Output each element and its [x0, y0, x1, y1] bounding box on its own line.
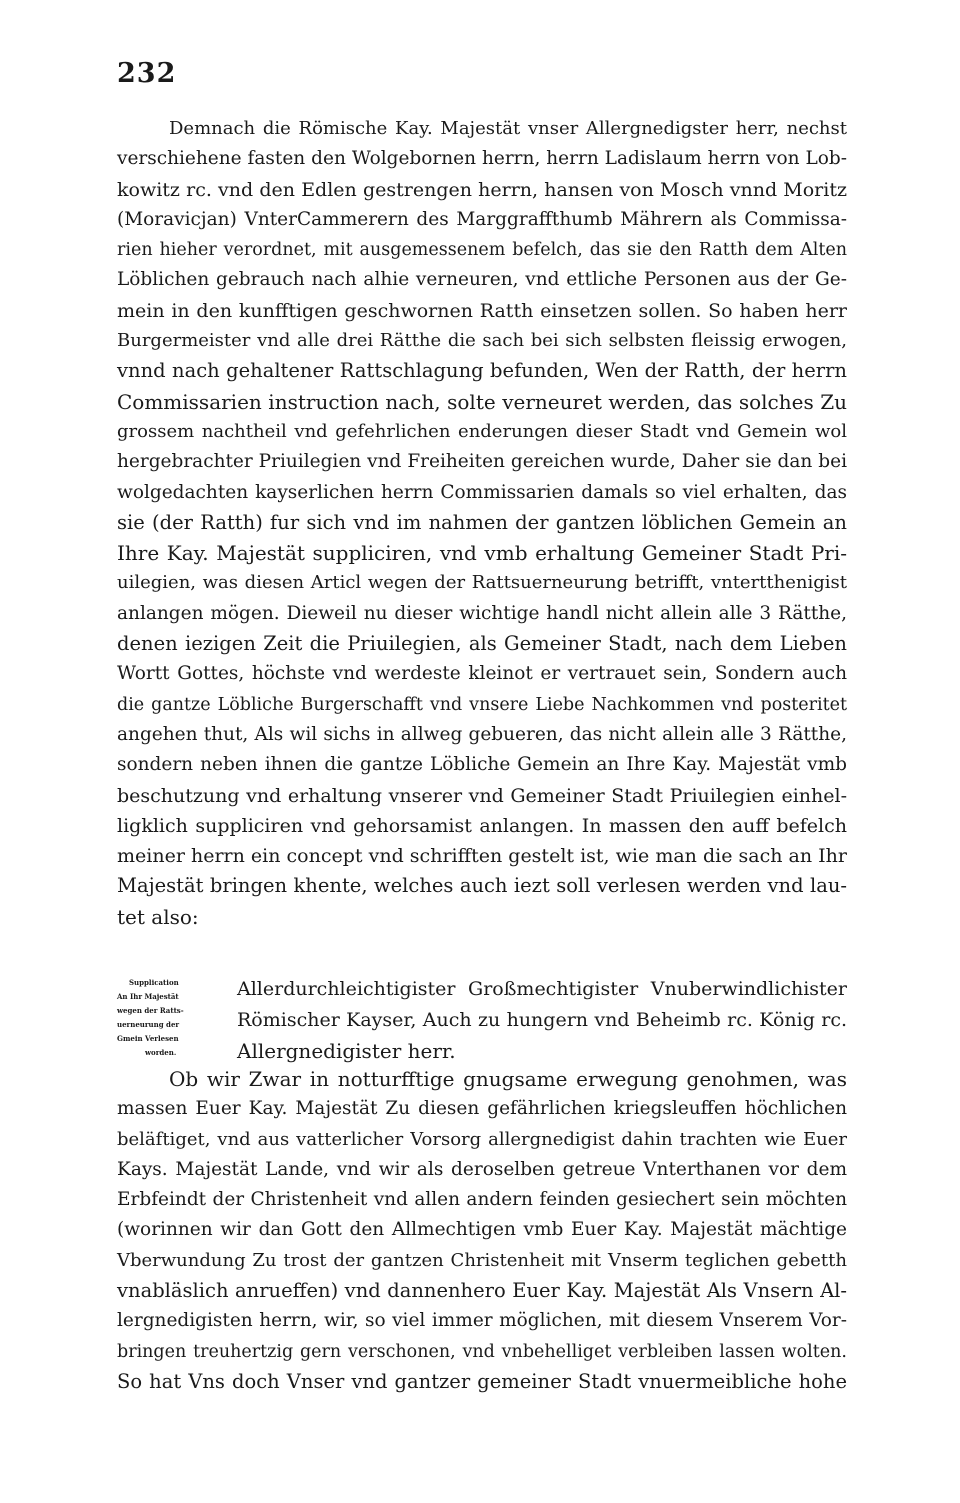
text-line: lergnedigisten herrn, wir, so viel immer möglichen, mit diesem Vnserem Vor- — [117, 1310, 847, 1332]
text-line: tet also: — [117, 904, 199, 929]
margin-note-line: Supplication — [129, 978, 179, 987]
letter-address — [117, 974, 847, 1066]
text-line: beläftiget, vnd aus vatterlicher Vorsorg allergnedigist dahin trachten wie Euer — [117, 1128, 847, 1150]
salutation — [237, 974, 847, 1067]
text-line: massen Euer Kay. Majestät Zu diesen gefährlichen kriegsleuffen höchlichen — [117, 1098, 847, 1120]
text-line: vnabläslich anrueffen) vnd dannenhero Euer Kay. Majestät Als Vnsern Al- — [117, 1279, 847, 1303]
text-line: Demnach die Römische Kay. Majestät vnser Allergnedigster herr, nechst — [169, 118, 847, 139]
text-line: mein in den kunfftigen geschwornen Ratth einsetzen sollen. So haben herr — [117, 299, 847, 322]
text-line: Kays. Majestät Lande, vnd wir als deroselben getreue Vnterthanen vor dem — [117, 1158, 847, 1180]
margin-note-line: uerneurung der — [117, 1020, 180, 1029]
text-line: Löblichen gebrauch nach alhie verneuren, vnd ettliche Personen aus der Ge- — [117, 269, 847, 291]
text-line: die gantze Löbliche Burgerschafft vnd vnsere Liebe Nachkommen vnd posteritet — [117, 694, 847, 715]
text-line: grossem nachtheil vnd gefehrlichen enderungen dieser Stadt vnd Gemein wol — [117, 420, 847, 442]
text-line: kowitz rc. vnd den Edlen gestrengen herrn, hansen von Mosch vnnd Moritz — [117, 178, 847, 201]
page-number: 232 — [117, 58, 177, 89]
text-line: Majestät bringen khente, welches auch iezt soll verlesen werden vnd lau- — [117, 874, 847, 898]
text-line: (worinnen wir dan Gott den Allmechtigen vmb Euer Kay. Majestät mächtige — [117, 1219, 847, 1241]
text-line: Burgermeister vnd alle drei Rätthe die sach bei sich selbsten fleissig erwogen, — [117, 330, 847, 352]
text-line: hergebrachter Priuilegien vnd Freiheiten gereichen wurde, Daher sie dan bei — [117, 451, 847, 473]
margin-note — [117, 976, 237, 1060]
text-line: anlangen mögen. Dieweil nu dieser wichtige handl nicht allein alle 3 Rätthe, — [117, 602, 847, 624]
salutation-line: Allergnedigister herr. — [237, 1039, 456, 1063]
salutation-line: Römischer Kayser, Auch zu hungern vnd Beheimb rc. König rc. — [237, 1009, 847, 1031]
text-line: meiner herrn ein concept vnd schrifften gestelt ist, wie man die sach an Ihr — [117, 845, 847, 868]
text-line: vnnd nach gehaltener Rattschlagung befunden, Wen der Ratth, der herrn — [117, 359, 847, 383]
text-line: angehen thut, Als wil sichs in allweg gebueren, das nicht allein alle 3 Rätthe, — [117, 723, 847, 745]
margin-note-line: An Ihr Majestät — [117, 992, 179, 1001]
margin-note-line: Gmein Verlesen — [117, 1034, 179, 1043]
margin-note-line: wegen der Ratts- — [117, 1006, 184, 1015]
text-line: sondern neben ihnen die gantze Löbliche Gemein an Ihre Kay. Majestät vmb — [117, 754, 847, 776]
text-line: Wortt Gottes, höchste vnd werdeste kleinot er vertrauet sein, Sondern auch — [117, 663, 847, 685]
text-line: Erbfeindt der Christenheit vnd allen andern feinden gesiechert sein möchten — [117, 1189, 847, 1211]
text-line: So hat Vns doch Vnser vnd gantzer gemeiner Stadt vnuermeibliche hohe — [117, 1369, 847, 1393]
text-line: rien hieher verordnet, mit ausgemessenem befelch, das sie den Ratth dem Alten — [117, 240, 847, 261]
text-line: wolgedachten kayserlichen herrn Commissarien damals so viel erhalten, das — [117, 481, 847, 503]
text-line: uilegien, was diesen Articl wegen der Rattsuerneurung betrifft, vntertthenigist — [117, 572, 847, 594]
text-line: Vberwundung Zu trost der gantzen Christenheit mit Vnserm teglichen gebetth — [117, 1249, 847, 1271]
salutation-line: Allerdurchleichtigister Großmechtigister Vnuberwindlichister — [237, 978, 847, 1000]
text-line: Ihre Kay. Majestät suppliciren, vnd vmb erhaltung Gemeiner Stadt Pri- — [117, 541, 847, 566]
text-line: sie (der Ratth) fur sich vnd im nahmen der gantzen löblichen Gemein an — [117, 510, 847, 534]
text-line: Ob wir Zwar in notturfftige gnugsame erwegung genohmen, was — [169, 1067, 847, 1091]
text-line: beschutzung vnd erhaltung vnserer vnd Gemeiner Stadt Priuilegien einhel- — [117, 784, 847, 807]
text-line: bringen treuhertzig gern verschonen, vnd vnbehelliget verbleiben lassen wolten. — [117, 1341, 847, 1362]
paragraph-2 — [117, 1064, 847, 1397]
text-line: denen iezigen Zeit die Priuilegien, als Gemeiner Stadt, nach dem Lieben — [117, 632, 847, 656]
text-line: Commissarien instruction nach, solte verneuret werden, das solches Zu — [117, 389, 847, 414]
text-line: ligklich suppliciren vnd gehorsamist anlangen. In massen den auff befelch — [117, 814, 847, 837]
text-line: (Moravicjan) VnterCammerern des Marggraffthumb Mährern als Commissa- — [117, 208, 847, 230]
margin-note-line: worden. — [145, 1048, 177, 1057]
paragraph-1 — [117, 114, 847, 932]
text-line: verschiehene fasten den Wolgebornen herrn, herrn Ladislaum herrn von Lob- — [117, 148, 847, 170]
